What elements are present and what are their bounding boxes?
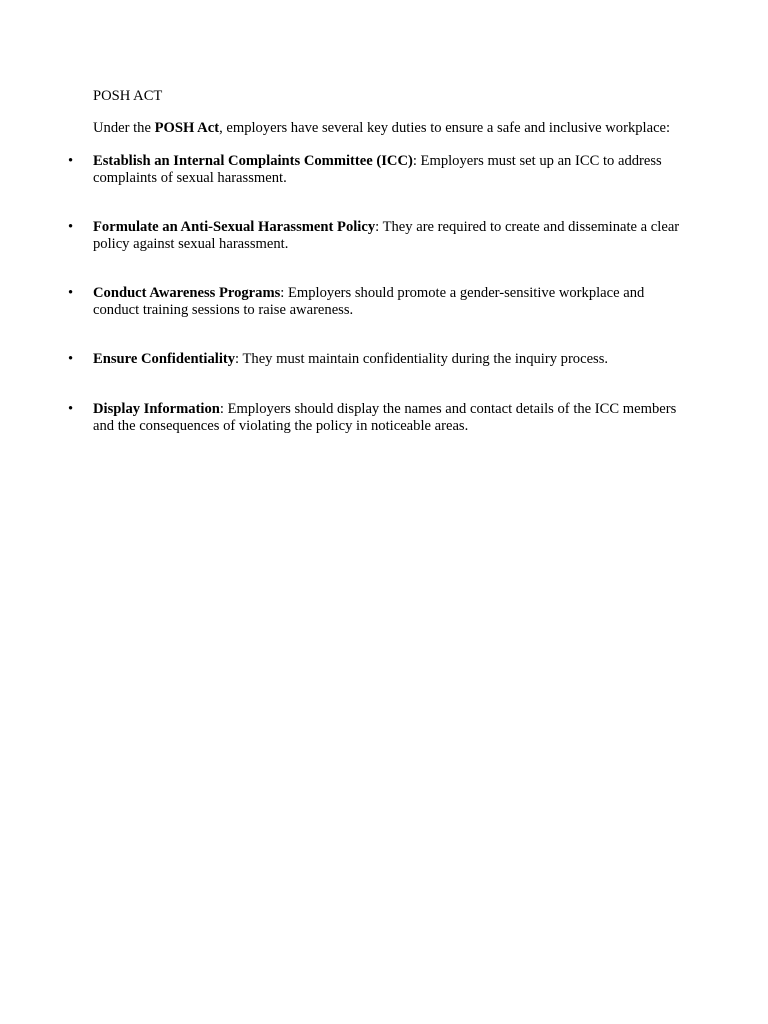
list-item-term: Establish an Internal Complaints Committee (ICC) — [93, 153, 413, 169]
bullet-icon: • — [68, 351, 74, 367]
list-item-text — [93, 153, 683, 186]
list-item-term: Display Information — [93, 401, 220, 417]
list-item-text — [93, 219, 683, 252]
document-title: POSH ACT — [93, 88, 163, 104]
intro-suffix: , employers have several key duties to ensure a safe and inclusive workplace: — [219, 120, 671, 136]
list-item-description: : They are required to create and disseminate a clear policy against sexual harassment. — [93, 219, 680, 252]
bullet-icon: • — [68, 153, 74, 169]
bullet-icon: • — [68, 401, 74, 417]
list-item-term: Conduct Awareness Programs — [93, 285, 281, 301]
bullet-icon: • — [68, 285, 74, 301]
list-item-description: : They must maintain confidentiality during the inquiry process. — [235, 351, 609, 367]
list-item-term: Formulate an Anti-Sexual Harassment Policy — [93, 219, 376, 235]
intro-paragraph — [93, 120, 683, 137]
list-item-description: : Employers should promote a gender-sensitive workplace and conduct training sessions to raise awareness. — [93, 285, 645, 318]
list-item-text — [93, 401, 683, 434]
list-item-term: Ensure Confidentiality — [93, 351, 236, 367]
list-item-description: : Employers must set up an ICC to address complaints of sexual harassment. — [93, 153, 662, 186]
list-item-description: : Employers should display the names and contact details of the ICC members and the consequences of violating the policy in noticeable areas. — [93, 401, 677, 434]
intro-prefix: Under the — [93, 120, 155, 136]
list-item-text — [93, 285, 683, 318]
intro-bold-term: POSH Act — [154, 120, 220, 136]
list-item-text — [93, 351, 683, 368]
bullet-icon: • — [68, 219, 74, 235]
